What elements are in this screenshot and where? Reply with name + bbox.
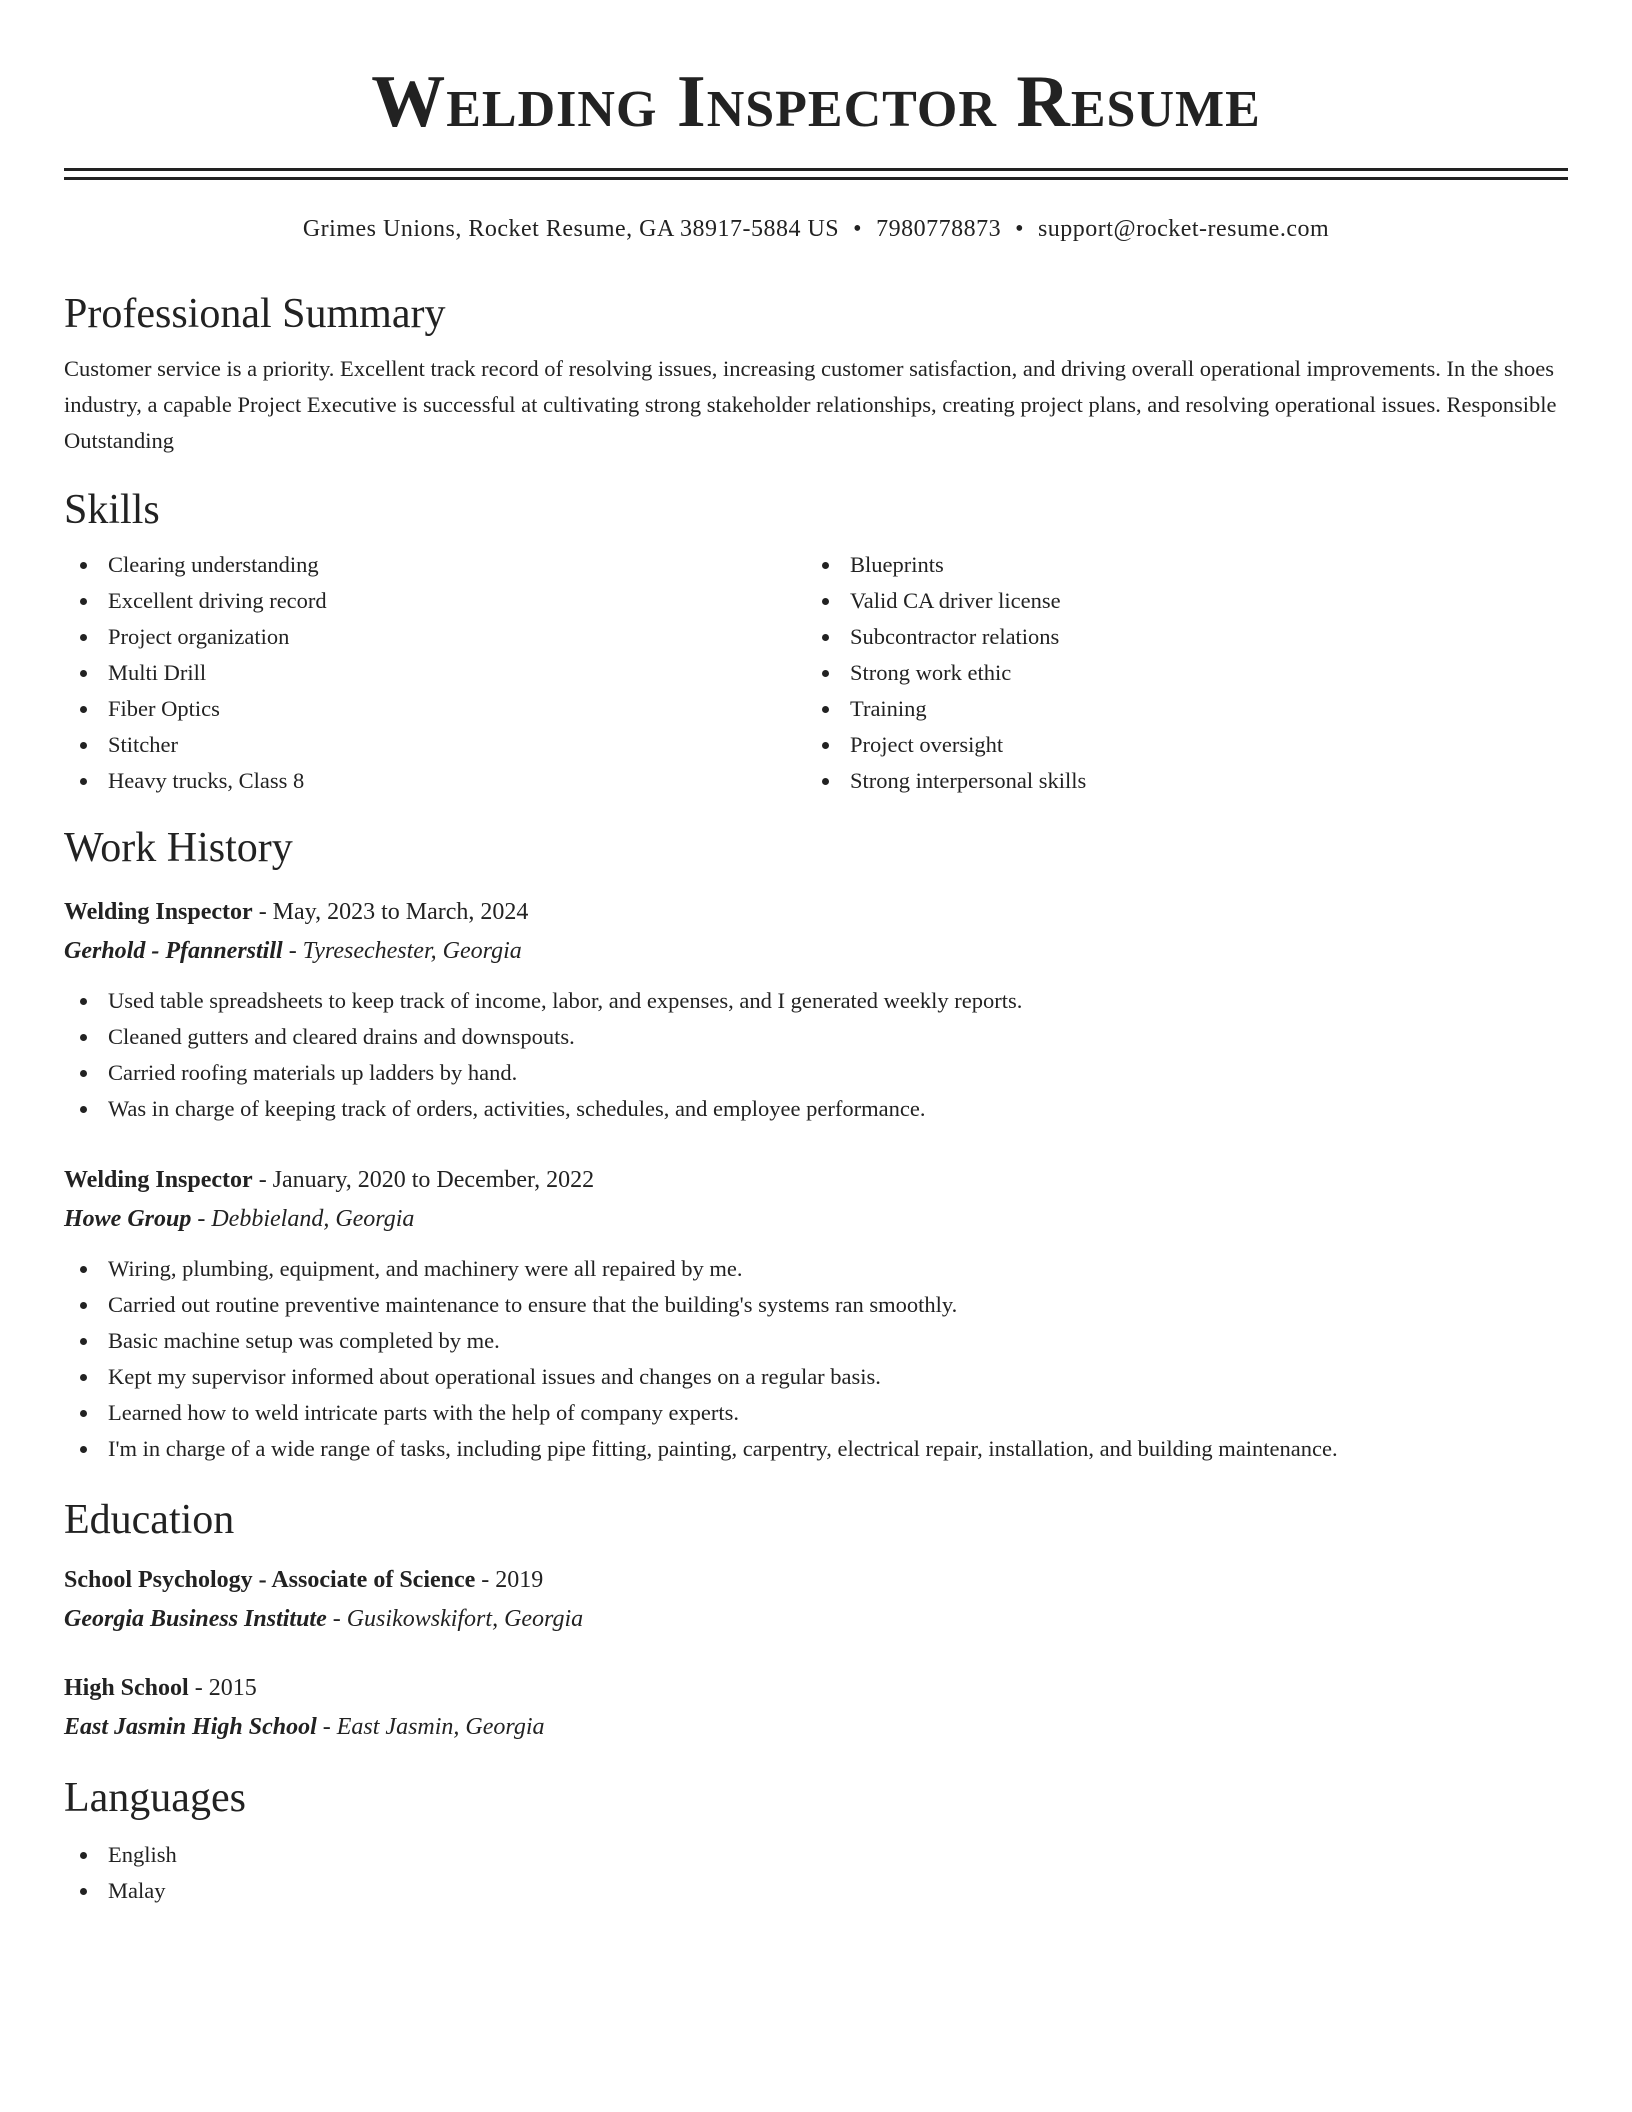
skills-list-left [64,547,806,799]
skill-item: Valid CA driver license [806,583,1548,619]
resume-title: Welding Inspector Resume [371,61,1261,143]
contact-email: support@rocket-resume.com [1037,216,1330,242]
skills-list-right [806,547,1548,799]
job-duty: Wiring, plumbing, equipment, and machinery were all repaired by me. [64,1251,1568,1287]
job-duty: Carried out routine preventive maintenance to ensure that the building's systems ran smoothly. [64,1287,1568,1323]
job-duty: Learned how to weld intricate parts with the help of company experts. [64,1395,1568,1431]
skill-item: Stitcher [64,727,806,763]
skill-item: Fiber Optics [64,691,806,727]
job-location: - Tyresechester, Georgia [282,938,522,964]
education-entry [64,1561,1568,1639]
contact-address: Grimes Unions, Rocket Resume, GA 38917-5884 US [302,216,840,242]
job-dates: - January, 2020 to December, 2022 [252,1167,595,1193]
education-header [64,1669,1568,1707]
job-employer [64,1199,1568,1239]
job-title: Welding Inspector [64,1167,253,1193]
skill-item: Heavy trucks, Class 8 [64,763,806,799]
skill-item: Project oversight [806,727,1548,763]
job-duty: Was in charge of keeping track of orders, activities, schedules, and employee performance. [64,1091,1568,1127]
languages-heading: Languages [64,1775,246,1821]
job-duty: Kept my supervisor informed about operational issues and changes on a regular basis. [64,1359,1568,1395]
contact-line [64,214,1568,244]
job-location: - Debbieland, Georgia [191,1206,415,1232]
job-employer [64,931,1568,971]
education-header [64,1561,1568,1599]
summary-text: Customer service is a priority. Excellent track record of resolving issues, increasing customer satisfaction, and driving overall operational improvements. In the shoes industry, a capable Project Executive is successful at cultivating strong stakeholder relationships, creating project plans, and resolving operational issues. Responsible Outstanding [64,356,1557,453]
job-duty: Cleaned gutters and cleared drains and downspouts. [64,1019,1568,1055]
education-location: - East Jasmin, Georgia [316,1714,545,1740]
education-school-line [64,1599,1568,1639]
education-location: - Gusikowskifort, Georgia [326,1606,584,1632]
education-school: Georgia Business Institute [64,1606,327,1632]
education-degree: High School [64,1675,189,1701]
languages-list [64,1837,1568,1909]
skill-item: Strong work ethic [806,655,1548,691]
skill-item: Subcontractor relations [806,619,1548,655]
skill-item: Training [806,691,1548,727]
education-year: - 2019 [475,1567,544,1593]
language-item: English [64,1837,1568,1873]
work-history-heading: Work History [64,825,293,871]
education-entry [64,1669,1568,1747]
job-duty: I'm in charge of a wide range of tasks, including pipe fitting, painting, carpentry, electrical repair, installation, and building maintenance. [64,1431,1568,1467]
education-school-line [64,1707,1568,1747]
skill-item: Clearing understanding [64,547,806,583]
skill-item: Blueprints [806,547,1548,583]
contact-separator: • [853,216,863,242]
job-company: Howe Group [64,1206,192,1232]
job-entry [64,1161,1568,1467]
skills-heading: Skills [64,487,160,533]
title-divider-top [64,168,1568,171]
job-company: Gerhold - Pfannerstill [64,938,283,964]
title-divider-bottom [64,177,1568,180]
job-dates: - May, 2023 to March, 2024 [252,899,529,925]
education-degree: School Psychology - Associate of Science [64,1567,476,1593]
skill-item: Multi Drill [64,655,806,691]
job-title: Welding Inspector [64,899,253,925]
skill-item: Excellent driving record [64,583,806,619]
skill-item: Strong interpersonal skills [806,763,1548,799]
job-duty: Basic machine setup was completed by me. [64,1323,1568,1359]
education-year: - 2015 [188,1675,257,1701]
language-item: Malay [64,1873,1568,1909]
job-header [64,1161,1568,1199]
education-heading: Education [64,1497,235,1543]
job-duties [64,1251,1568,1467]
summary-heading: Professional Summary [64,291,446,337]
education-school: East Jasmin High School [64,1714,317,1740]
contact-phone: 7980778873 [876,216,1002,242]
skill-item: Project organization [64,619,806,655]
job-duty: Used table spreadsheets to keep track of income, labor, and expenses, and I generated weekly reports. [64,983,1568,1019]
contact-separator: • [1015,216,1024,242]
job-header [64,893,1568,931]
job-duties [64,983,1568,1127]
skills-columns [64,547,1568,799]
job-duty: Carried roofing materials up ladders by hand. [64,1055,1568,1091]
job-entry [64,893,1568,1127]
